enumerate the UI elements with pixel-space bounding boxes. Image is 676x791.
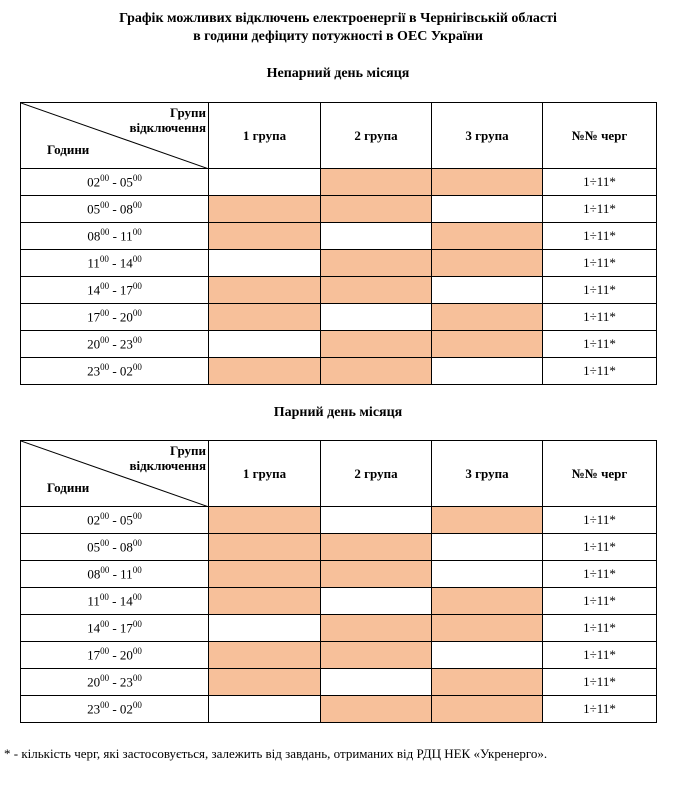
table-row	[21, 196, 657, 223]
time-range-cell: $23^{00} - 02^{00}$	[21, 358, 209, 385]
time-range-cell: $20^{00} - 23^{00}$	[21, 331, 209, 358]
group-1-outage-cell	[209, 534, 321, 561]
time-range-cell: $08^{00} - 11^{00}$	[21, 561, 209, 588]
end-hour: 08	[119, 539, 133, 555]
queues-cell: 1÷11*	[543, 223, 657, 250]
group-1-outage-cell	[209, 358, 321, 385]
table-header-row	[21, 441, 657, 507]
table-row	[21, 696, 657, 723]
group-3-outage-cell	[432, 615, 543, 642]
group-2-outage-cell	[321, 642, 432, 669]
queues-cell: 1÷11*	[543, 250, 657, 277]
group-1-power-cell	[209, 250, 321, 277]
group-2-power-cell	[321, 304, 432, 331]
queues-cell: 1÷11*	[543, 642, 657, 669]
group-1-outage-cell	[209, 196, 321, 223]
time-range-cell: $05^{00} - 08^{00}$	[21, 534, 209, 561]
group-3-power-cell	[432, 358, 543, 385]
end-hour: 20	[119, 647, 133, 663]
start-minute: 00	[100, 173, 110, 184]
table-row	[21, 561, 657, 588]
end-minute: 00	[132, 700, 142, 711]
start-hour: 05	[87, 201, 101, 217]
group-1-outage-cell	[209, 223, 321, 250]
start-hour: 20	[87, 674, 101, 690]
even-day-schedule-table	[20, 440, 657, 723]
title-line-2: в години дефіциту потужності в ОЕС України	[193, 29, 483, 44]
start-hour: 17	[87, 309, 101, 325]
table-row	[21, 534, 657, 561]
start-minute: 00	[99, 254, 109, 265]
queues-cell: 1÷11*	[543, 669, 657, 696]
end-minute: 00	[132, 308, 142, 319]
group-3-outage-cell	[432, 250, 543, 277]
start-hour: 20	[87, 336, 101, 352]
corner-header-cell	[21, 441, 209, 507]
time-range-cell: $17^{00} - 20^{00}$	[21, 642, 209, 669]
end-minute: 00	[132, 538, 142, 549]
group-3-header: 3 група	[432, 103, 543, 169]
start-minute: 00	[100, 565, 110, 576]
group-3-power-cell	[432, 277, 543, 304]
group-3-outage-cell	[432, 669, 543, 696]
queues-cell: 1÷11*	[543, 615, 657, 642]
end-minute: 00	[132, 362, 142, 373]
even-day-subtitle: Парний день місяця	[273, 405, 403, 420]
start-hour: 08	[87, 228, 101, 244]
group-2-outage-cell	[321, 331, 432, 358]
title-line-1: Графік можливих відключень електроенергії в Чернігівській області	[119, 11, 557, 26]
start-minute: 00	[100, 227, 110, 238]
queues-cell: 1÷11*	[543, 696, 657, 723]
end-minute: 00	[132, 173, 142, 184]
end-hour: 05	[119, 512, 133, 528]
end-hour: 23	[119, 674, 133, 690]
group-3-outage-cell	[432, 331, 543, 358]
queues-cell: 1÷11*	[543, 331, 657, 358]
queues-cell: 1÷11*	[543, 588, 657, 615]
end-hour: 02	[119, 363, 133, 379]
table-row	[21, 507, 657, 534]
end-hour: 17	[119, 620, 133, 636]
group-3-outage-cell	[432, 696, 543, 723]
groups-label: Групи відключення	[129, 443, 206, 473]
start-minute: 00	[100, 511, 110, 522]
end-minute: 00	[132, 335, 142, 346]
table-row	[21, 304, 657, 331]
group-2-outage-cell	[321, 358, 432, 385]
end-hour: 08	[119, 201, 133, 217]
start-minute: 00	[100, 200, 110, 211]
table-row	[21, 642, 657, 669]
start-minute: 00	[100, 646, 110, 657]
time-range-cell: $20^{00} - 23^{00}$	[21, 669, 209, 696]
group-1-power-cell	[209, 169, 321, 196]
queues-cell: 1÷11*	[543, 534, 657, 561]
end-hour: 11	[120, 228, 133, 244]
end-minute: 00	[132, 200, 142, 211]
group-2-power-cell	[321, 223, 432, 250]
footnote: * - кількість черг, які застосовується, залежить від завдань, отриманих від РДЦ НЕК «Укренерго».	[4, 746, 548, 761]
start-minute: 00	[100, 335, 110, 346]
start-minute: 00	[100, 281, 110, 292]
time-range-cell: $02^{00} - 05^{00}$	[21, 169, 209, 196]
start-hour: 17	[87, 647, 101, 663]
table-row	[21, 358, 657, 385]
group-1-power-cell	[209, 331, 321, 358]
odd-day-schedule-table	[20, 102, 657, 385]
group-2-outage-cell	[321, 250, 432, 277]
end-hour: 20	[119, 309, 133, 325]
start-hour: 11	[87, 593, 100, 609]
start-hour: 23	[87, 701, 101, 717]
group-2-outage-cell	[321, 196, 432, 223]
hours-label: Години	[47, 142, 90, 157]
start-minute: 00	[100, 538, 110, 549]
table-row	[21, 669, 657, 696]
end-hour: 02	[119, 701, 133, 717]
start-hour: 14	[87, 620, 101, 636]
group-2-power-cell	[321, 669, 432, 696]
start-hour: 23	[87, 363, 101, 379]
queues-header: №№ черг	[543, 103, 657, 169]
end-minute: 00	[132, 619, 142, 630]
end-minute: 00	[132, 511, 142, 522]
group-1-outage-cell	[209, 588, 321, 615]
end-hour: 11	[120, 566, 133, 582]
time-range-cell: $14^{00} - 17^{00}$	[21, 277, 209, 304]
queues-cell: 1÷11*	[543, 507, 657, 534]
table-header-row	[21, 103, 657, 169]
group-1-power-cell	[209, 615, 321, 642]
start-minute: 00	[100, 362, 110, 373]
start-hour: 02	[87, 512, 101, 528]
end-hour: 17	[119, 282, 133, 298]
start-hour: 05	[87, 539, 101, 555]
queues-cell: 1÷11*	[543, 196, 657, 223]
group-1-outage-cell	[209, 669, 321, 696]
group-1-header: 1 група	[209, 103, 321, 169]
hours-label: Години	[47, 480, 90, 495]
time-range-cell: $02^{00} - 05^{00}$	[21, 507, 209, 534]
group-1-outage-cell	[209, 507, 321, 534]
group-2-outage-cell	[321, 696, 432, 723]
queues-cell: 1÷11*	[543, 304, 657, 331]
time-range-cell: $17^{00} - 20^{00}$	[21, 304, 209, 331]
group-2-outage-cell	[321, 615, 432, 642]
groups-label: Групи відключення	[129, 105, 206, 135]
group-3-power-cell	[432, 642, 543, 669]
group-3-power-cell	[432, 534, 543, 561]
start-minute: 00	[100, 700, 110, 711]
group-2-outage-cell	[321, 277, 432, 304]
end-hour: 14	[119, 255, 133, 271]
start-hour: 02	[87, 174, 101, 190]
group-3-outage-cell	[432, 223, 543, 250]
group-3-outage-cell	[432, 588, 543, 615]
table-row	[21, 169, 657, 196]
end-minute: 00	[132, 646, 142, 657]
end-minute: 00	[132, 227, 142, 238]
group-1-header: 1 група	[209, 441, 321, 507]
queues-cell: 1÷11*	[543, 561, 657, 588]
end-minute: 00	[132, 673, 142, 684]
table-row	[21, 277, 657, 304]
group-3-outage-cell	[432, 169, 543, 196]
group-1-outage-cell	[209, 304, 321, 331]
table-row	[21, 588, 657, 615]
group-1-power-cell	[209, 696, 321, 723]
start-minute: 00	[100, 308, 110, 319]
end-minute: 00	[132, 281, 142, 292]
group-2-outage-cell	[321, 561, 432, 588]
start-hour: 11	[87, 255, 100, 271]
table-row	[21, 331, 657, 358]
document-title	[0, 10, 676, 46]
even-day-rows	[21, 507, 657, 723]
start-hour: 08	[87, 566, 101, 582]
time-range-cell: $23^{00} - 02^{00}$	[21, 696, 209, 723]
time-range-cell: $11^{00} - 14^{00}$	[21, 588, 209, 615]
group-2-header: 2 група	[321, 441, 432, 507]
group-1-outage-cell	[209, 277, 321, 304]
end-hour: 14	[119, 593, 133, 609]
end-hour: 23	[119, 336, 133, 352]
group-2-power-cell	[321, 588, 432, 615]
table-row	[21, 250, 657, 277]
start-minute: 00	[99, 592, 109, 603]
group-2-header: 2 група	[321, 103, 432, 169]
group-2-outage-cell	[321, 169, 432, 196]
queues-header: №№ черг	[543, 441, 657, 507]
start-minute: 00	[100, 673, 110, 684]
time-range-cell: $14^{00} - 17^{00}$	[21, 615, 209, 642]
group-3-power-cell	[432, 561, 543, 588]
start-hour: 14	[87, 282, 101, 298]
queues-cell: 1÷11*	[543, 277, 657, 304]
group-3-outage-cell	[432, 304, 543, 331]
time-range-cell: $11^{00} - 14^{00}$	[21, 250, 209, 277]
end-minute: 00	[132, 254, 142, 265]
group-3-header: 3 група	[432, 441, 543, 507]
end-minute: 00	[132, 592, 142, 603]
group-3-outage-cell	[432, 507, 543, 534]
group-1-outage-cell	[209, 561, 321, 588]
group-1-outage-cell	[209, 642, 321, 669]
group-2-power-cell	[321, 507, 432, 534]
queues-cell: 1÷11*	[543, 169, 657, 196]
corner-header-cell	[21, 103, 209, 169]
group-3-power-cell	[432, 196, 543, 223]
end-minute: 00	[132, 565, 142, 576]
time-range-cell: $05^{00} - 08^{00}$	[21, 196, 209, 223]
queues-cell: 1÷11*	[543, 358, 657, 385]
end-hour: 05	[119, 174, 133, 190]
table-row	[21, 615, 657, 642]
odd-day-rows	[21, 169, 657, 385]
odd-day-subtitle: Непарний день місяця	[266, 66, 410, 81]
start-minute: 00	[100, 619, 110, 630]
time-range-cell: $08^{00} - 11^{00}$	[21, 223, 209, 250]
table-row	[21, 223, 657, 250]
group-2-outage-cell	[321, 534, 432, 561]
